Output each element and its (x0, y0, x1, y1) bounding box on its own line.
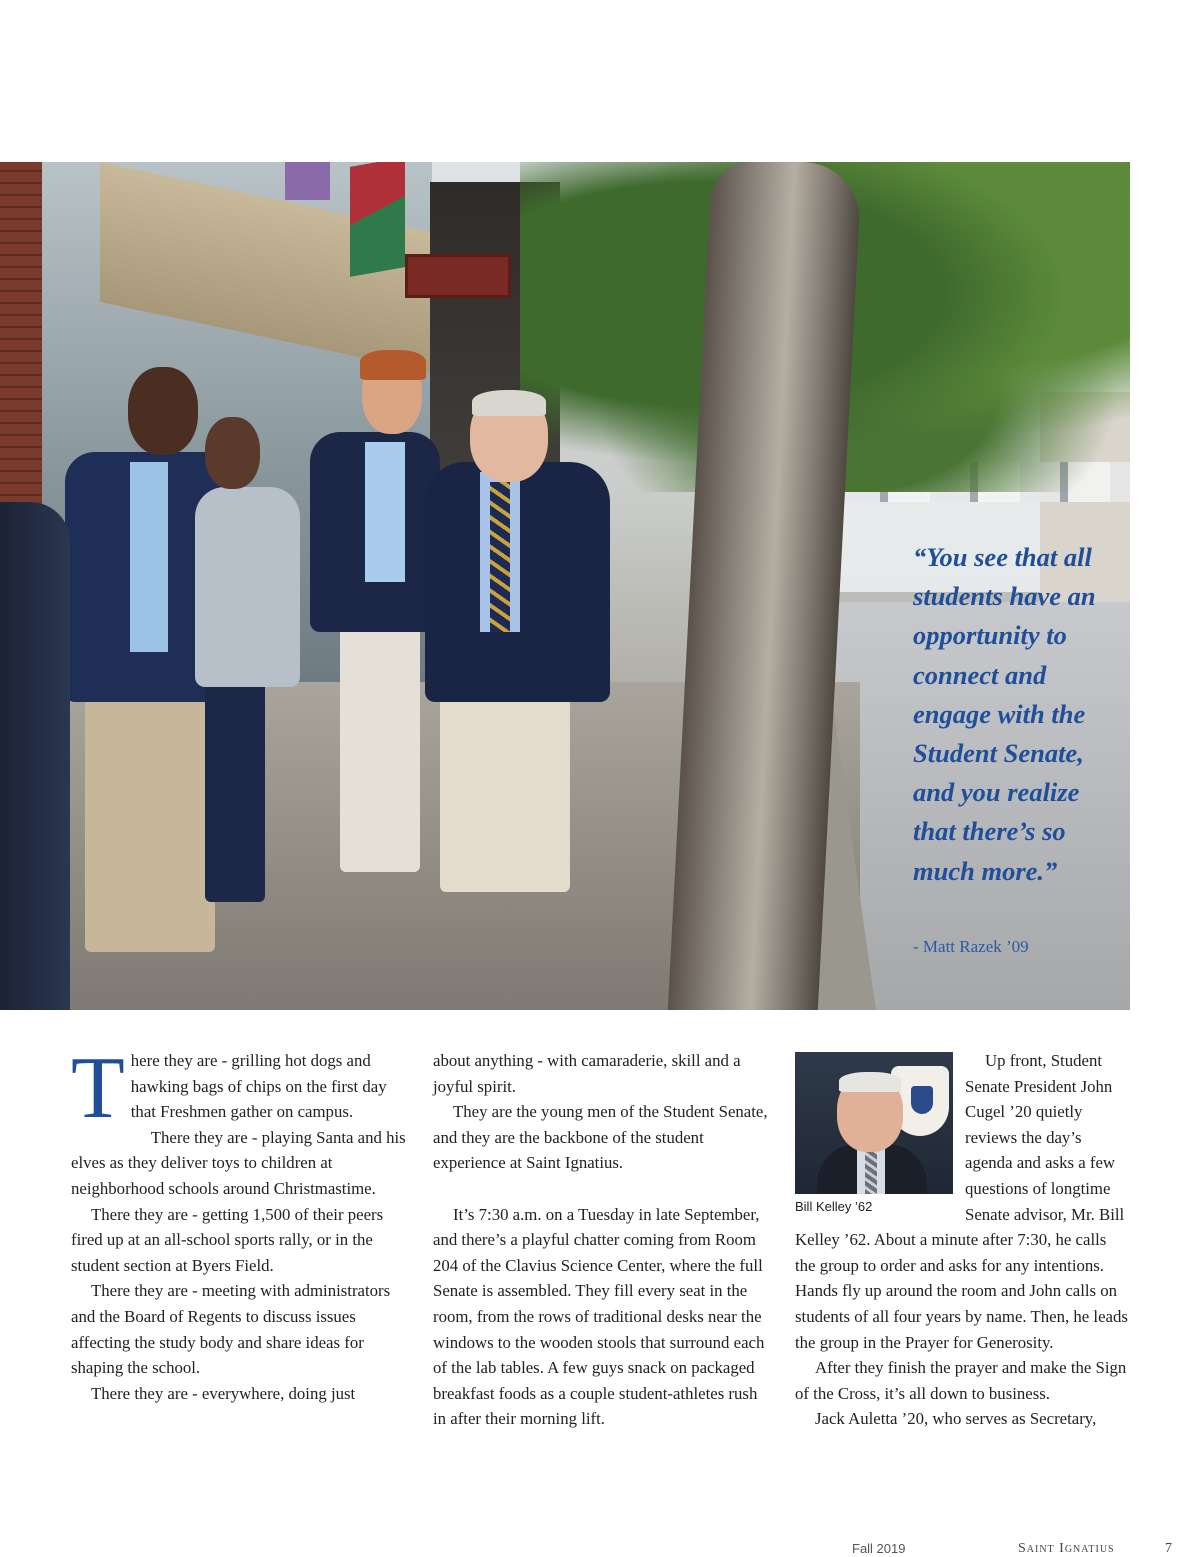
article-paragraph: There they are - everywhere, doing just (91, 1383, 356, 1403)
photo-flag (285, 162, 330, 200)
article-paragraph: After they finish the prayer and make the Sign of the Cross, it’s all down to business. (795, 1358, 1127, 1403)
drop-cap: T (71, 1040, 125, 1137)
article-paragraph: Up front, Student Senate President John Cugel ’20 quietly reviews the day’s agenda and asks a few questions of longtime Senate advisor, Mr. Bill Kelley ’62. About a minute after 7:30, he calls the group to order and asks for any intentions. Hands fly up around the room and John calls on students of all four years by name. Then, he leads the group in the Prayer for Generosity. (795, 1051, 1128, 1352)
pull-quote: “You see that all students have an opportunity to connect and engage with the Student Senate, and you realize that there’s so much more.” (913, 542, 1096, 886)
article-column-2 (433, 1048, 768, 1432)
photo-passerby (0, 502, 70, 1010)
article-paragraph: There they are - meeting with administrators and the Board of Regents to discuss issues affecting the study body and share ideas for shaping the school. (71, 1281, 391, 1378)
article-paragraph: Jack Auletta ’20, who serves as Secretary, (815, 1409, 1097, 1429)
article-paragraph: about anything - with camaraderie, skill and a joyful spirit. (433, 1051, 741, 1096)
article-paragraph: There they are - playing Santa and his elves as they deliver toys to children at neighborhood schools around Christmastime. (71, 1127, 406, 1198)
page-number: 7 (1165, 1541, 1172, 1556)
photo-shop-sign (405, 254, 511, 298)
footer-magazine-name: Saint Ignatius (1018, 1541, 1115, 1556)
pull-quote-attribution: - Matt Razek ’09 (913, 937, 1029, 956)
article-paragraph: There they are - getting 1,500 of their peers fired up at an all-school sports rally, or in the student section at Byers Field. (71, 1204, 384, 1275)
footer-issue-date: Fall 2019 (852, 1541, 906, 1556)
article-column-1 (71, 1040, 406, 1406)
article-column-3 (795, 1048, 1130, 1432)
photo-flag (350, 162, 405, 277)
headshot-figure (795, 1052, 953, 1216)
article-paragraph: They are the young men of the Student Senate, and they are the backbone of the student experience at Saint Ignatius. (433, 1102, 768, 1173)
headshot-caption: Bill Kelley ’62 (795, 1199, 873, 1214)
article-paragraph: It’s 7:30 a.m. on a Tuesday in late September, and there’s a playful chatter coming from Room 204 of the Clavius Science Center, where the full Senate is assembled. They fill every seat in the room, from the rows of traditional desks near the windows to the wooden stools that surround each of the lab tables. A few guys snack on packaged breakfast foods as a couple student-athletes rush in after their morning lift. (433, 1204, 765, 1429)
article-paragraph: There they are - grilling hot dogs and hawking bags of chips on the first day that Freshmen gather on campus. (71, 1040, 387, 1137)
headshot-photo (795, 1052, 953, 1194)
